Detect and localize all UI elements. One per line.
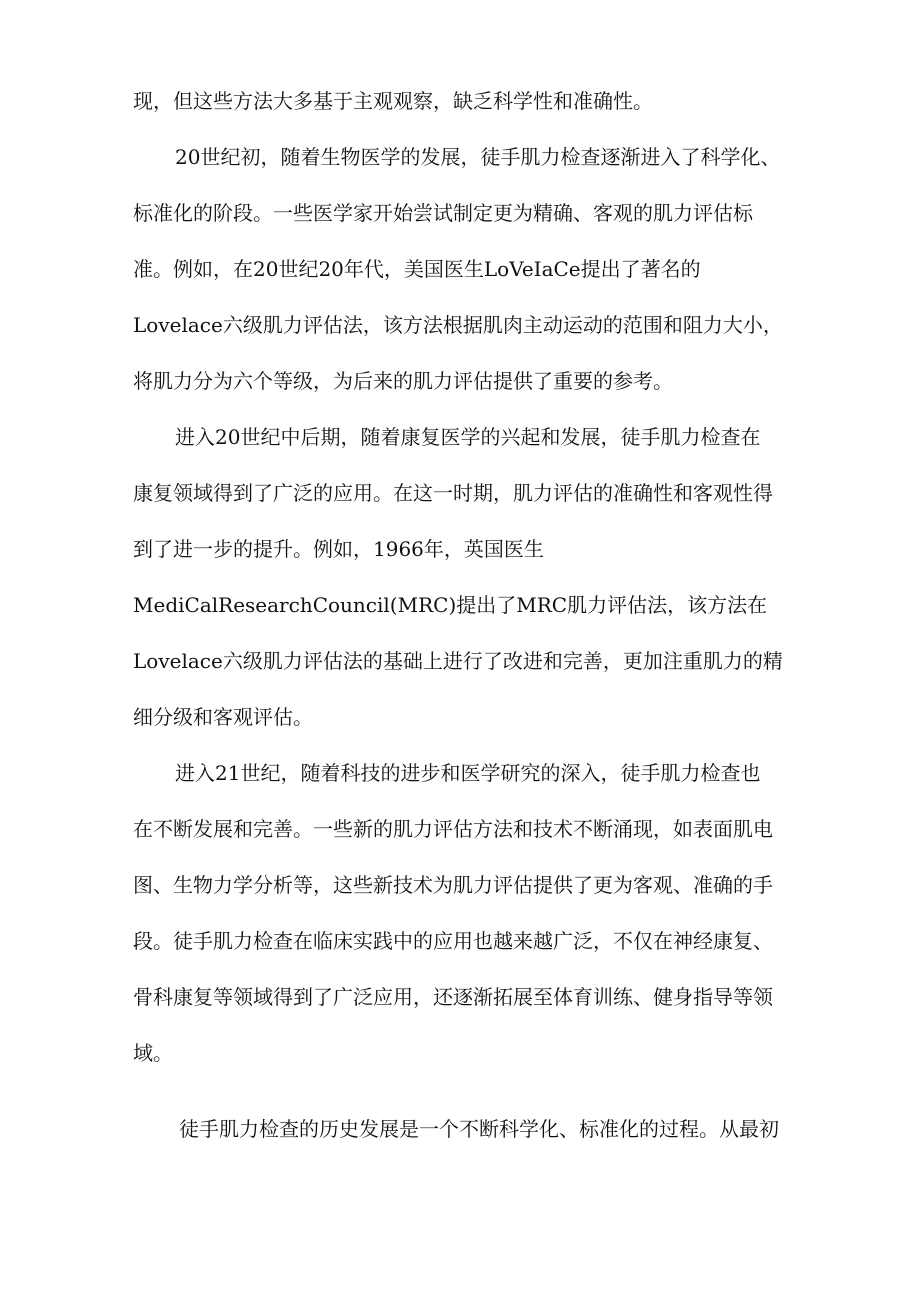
text-line: 图、生物力学分析等，这些新技术为肌力评估提供了更为客观、准确的手 <box>133 873 773 897</box>
text-line: Lovelace六级肌力评估法的基础上进行了改进和完善，更加注重肌力的精 <box>133 649 783 673</box>
text-line: 在不断发展和完善。一些新的肌力评估方法和技术不断涌现，如表面肌电 <box>133 817 773 841</box>
paragraph-start-line: 20世纪初，随着生物医学的发展，徒手肌力检查逐渐进入了科学化、 <box>175 145 781 169</box>
text-line: 细分级和客观评估。 <box>133 705 313 729</box>
text-line: 骨科康复等领域得到了广泛应用，还逐渐拓展至体育训练、健身指导等领 <box>133 985 773 1009</box>
text-line: MediCalResearchCouncil(MRC)提出了MRC肌力评估法，该方法在 <box>133 593 768 617</box>
paragraph-start-line: 徒手肌力检查的历史发展是一个不断科学化、标准化的过程。从最初 <box>179 1117 779 1141</box>
text-line: 域。 <box>133 1041 173 1065</box>
text-line: 到了进一步的提升。例如，1966年，英国医生 <box>133 537 544 561</box>
text-line: 将肌力分为六个等级，为后来的肌力评估提供了重要的参考。 <box>133 369 673 393</box>
text-line: Lovelace六级肌力评估法，该方法根据肌肉主动运动的范围和阻力大小， <box>133 313 783 337</box>
text-line: 段。徒手肌力检查在临床实践中的应用也越来越广泛，不仅在神经康复、 <box>133 929 773 953</box>
paragraph-start-line: 进入21世纪，随着科技的进步和医学研究的深入，徒手肌力检查也 <box>175 761 761 785</box>
text-line: 准。例如，在20世纪20年代，美国医生LoVeIaCe提出了著名的 <box>133 257 701 281</box>
text-line: 标准化的阶段。一些医学家开始尝试制定更为精确、客观的肌力评估标 <box>133 201 753 225</box>
paragraph-start-line: 进入20世纪中后期，随着康复医学的兴起和发展，徒手肌力检查在 <box>175 425 761 449</box>
text-line: 康复领域得到了广泛的应用。在这一时期，肌力评估的准确性和客观性得 <box>133 481 773 505</box>
text-line: 现，但这些方法大多基于主观观察，缺乏科学性和准确性。 <box>133 89 653 113</box>
